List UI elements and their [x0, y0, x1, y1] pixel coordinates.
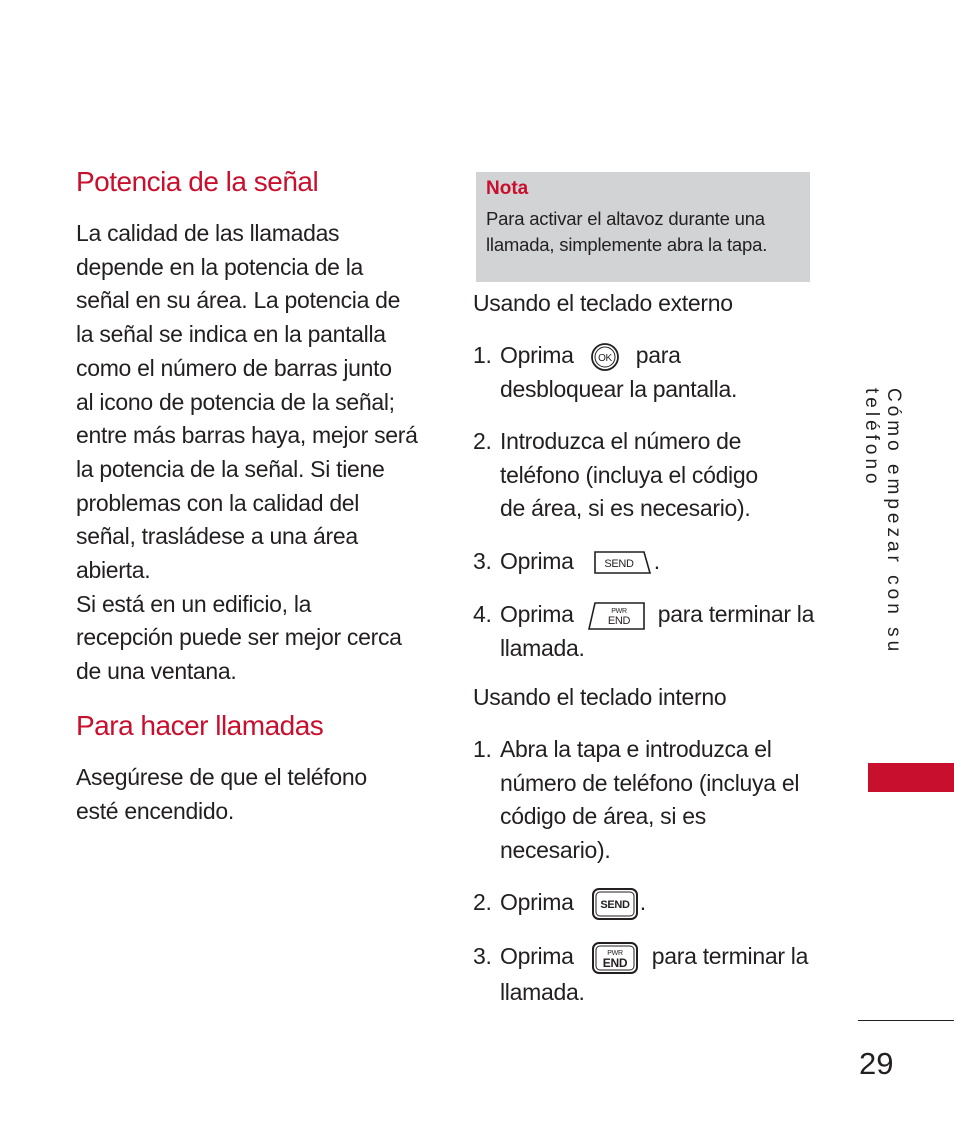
step-text: desbloquear la pantalla. [500, 375, 738, 402]
step-text: para terminar la [651, 943, 809, 970]
paragraph-line: La calidad de las llamadas [76, 220, 340, 246]
step-number: 1. [473, 736, 492, 762]
external-step-4 [473, 598, 833, 666]
pwr-key-label: PWR [610, 607, 627, 615]
step-text: teléfono (incluya el código [500, 461, 758, 488]
step-text: llamada. [500, 979, 585, 1005]
step-number: 4. [473, 601, 492, 627]
end-key-icon [586, 600, 648, 632]
end-key-icon [590, 940, 640, 976]
paragraph-line: abierta. [76, 557, 151, 584]
send-key-label: SEND [604, 557, 634, 570]
making-calls-paragraph [76, 761, 426, 828]
external-step-3 [473, 545, 833, 579]
paragraph-line: Si está en un edificio, la [76, 590, 312, 617]
paragraph-line: problemas con la calidad del [76, 489, 360, 516]
step-text: Oprima [500, 342, 574, 368]
paragraph-line: como el número de barras junto [76, 354, 392, 381]
pwr-key-label: PWR [606, 950, 623, 957]
step-number: 3. [473, 548, 492, 574]
paragraph-line: la señal se indica en la pantalla [76, 321, 386, 348]
page-number: 29 [859, 1046, 894, 1081]
ok-key-icon [588, 341, 626, 373]
signal-strength-paragraph [76, 217, 426, 689]
paragraph-line: depende en la potencia de la [76, 253, 364, 280]
external-keypad-heading: Usando el teclado externo [473, 290, 733, 316]
footer-rule [858, 1020, 954, 1021]
send-key-icon [592, 548, 654, 578]
paragraph-line: entre más barras haya, mejor será [76, 422, 418, 449]
step-text: llamada. [500, 634, 585, 661]
step-text: Oprima [500, 889, 574, 916]
note-title: Nota [486, 178, 529, 199]
note-box [476, 172, 810, 282]
internal-keypad-heading: Usando el teclado interno [473, 684, 727, 710]
paragraph-line: esté encendido. [76, 797, 234, 824]
step-text: . [639, 889, 646, 916]
step-text: Oprima [500, 601, 574, 627]
paragraph-line: al icono de potencia de la señal; [76, 388, 395, 415]
note-line: llamada, simplemente abra la tapa. [486, 234, 768, 255]
note-line: Para activar el altavoz durante una [486, 208, 765, 229]
paragraph-line: de una ventana. [76, 658, 237, 685]
step-number: 3. [473, 943, 492, 969]
end-key-label: END [607, 614, 630, 627]
note-text [486, 206, 800, 258]
end-key-label: END [602, 956, 627, 970]
paragraph-line: señal, trasládese a una área [76, 523, 358, 550]
step-text: . [653, 548, 660, 574]
step-text: Oprima [500, 943, 574, 970]
external-step-1 [473, 339, 833, 407]
section-title-signal-strength: Potencia de la señal [76, 166, 319, 197]
step-text: código de área, si es [500, 803, 706, 830]
section-title-making-calls: Para hacer llamadas [76, 710, 324, 741]
step-text: necesario). [500, 837, 611, 864]
step-number: 2. [473, 428, 492, 454]
internal-step-2 [473, 886, 833, 920]
send-key-label: SEND [600, 899, 630, 911]
paragraph-line: la potencia de la señal. Si tiene [76, 455, 385, 482]
ok-key-label: OK [597, 352, 612, 364]
step-text: para [635, 342, 681, 368]
step-number: 2. [473, 889, 492, 915]
step-text: de área, si es necesario). [500, 495, 751, 522]
step-text: para terminar la [657, 601, 815, 627]
paragraph-line: Asegúrese de que el teléfono [76, 764, 367, 790]
step-text: número de teléfono (incluya el [500, 769, 800, 796]
step-text: Oprima [500, 548, 574, 574]
external-step-2 [473, 425, 833, 527]
chapter-side-label: Cómo empezar con su teléfono [861, 388, 904, 656]
paragraph-line: recepción puede ser mejor cerca [76, 624, 402, 651]
send-key-icon [590, 886, 640, 922]
step-text: Abra la tapa e introduzca el [500, 736, 772, 762]
paragraph-line: señal en su área. La potencia de [76, 287, 401, 314]
internal-step-3 [473, 940, 833, 1008]
chapter-tab-marker [868, 763, 954, 792]
step-text: Introduzca el número de [500, 428, 742, 454]
internal-step-1 [473, 733, 833, 869]
step-number: 1. [473, 342, 492, 368]
